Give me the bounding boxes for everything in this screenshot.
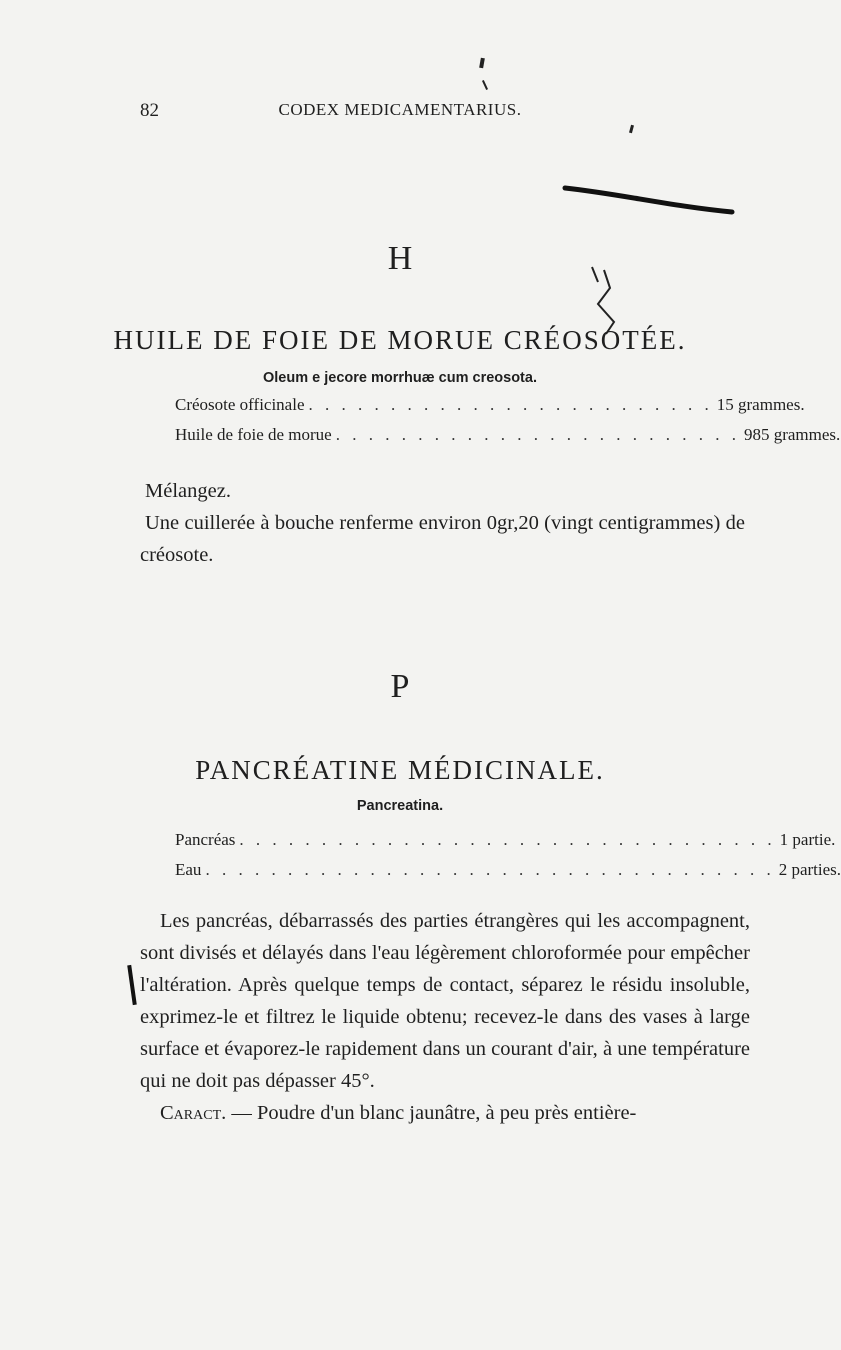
pen-stroke — [560, 180, 740, 220]
ink-mark — [479, 58, 485, 69]
ingredient-qty: 2 parties. — [778, 860, 841, 879]
paragraph-caracteres — [140, 1097, 750, 1129]
margin-pen-mark — [127, 965, 137, 1005]
dot-leader: . . . . . . . . . . . . . . . . . . . . . . . . . — [335, 425, 740, 444]
section-letter-p: P — [390, 668, 410, 705]
ingredients-list-h — [175, 395, 841, 455]
dot-leader: . . . . . . . . . . . . . . . . . . . . . . . . . — [308, 395, 713, 414]
paragraph-melangez: Mélangez. — [145, 480, 231, 502]
caract-text: — Poudre d'un blanc jaunâtre, à peu près entière- — [231, 1102, 637, 1124]
ingredient-row — [175, 860, 841, 890]
ingredient-name: Pancréas — [175, 830, 236, 849]
latin-name-p: Pancreatina. — [356, 798, 444, 814]
section-letter-h: H — [387, 240, 413, 277]
dot-leader: . . . . . . . . . . . . . . . . . . . . . . . . . . . . . . . . . — [239, 830, 776, 849]
ingredients-list-p — [175, 830, 841, 890]
instructions-p — [140, 905, 750, 1129]
dot-leader: . . . . . . . . . . . . . . . . . . . . . . . . . . . . . . . . . . . — [205, 860, 775, 879]
ingredient-row — [175, 425, 841, 455]
ingredient-name: Eau — [175, 860, 202, 879]
paragraph-preparation: Les pancréas, débarrassés des parties étrangères qui les accompagnent, sont divisés et délayés dans l'eau légèrement chloroformée pour empêcher l'altération. Après quelque temps de contact, séparez le résidu insoluble, exprimez-le et filtrez le liquide obtenu; recevez-le dans des vases à large surface et évaporez-le rapidement dans un courant d'air, à une température qui ne doit pas dépasser 45°. — [140, 910, 750, 1092]
ingredient-qty: 985 grammes. — [743, 425, 841, 444]
page-number: 82 — [140, 100, 159, 121]
ink-mark — [482, 80, 488, 90]
caract-label: Caract. — [160, 1102, 227, 1124]
latin-name-h: Oleum e jecore morrhuæ cum creosota. — [263, 370, 537, 386]
ingredient-qty: 1 partie. — [779, 830, 836, 849]
ingredient-row — [175, 395, 805, 425]
ingredient-name: Créosote officinale — [175, 395, 305, 414]
section-title-p: PANCRÉATINE MÉDICINALE. — [195, 755, 605, 785]
page-header — [0, 100, 800, 130]
instructions-h — [140, 475, 745, 571]
paragraph-dose: Une cuillerée à bouche renferme environ 0gr,20 (vingt centigrammes) de créosote. — [140, 512, 745, 566]
section-title-h: HUILE DE FOIE DE MORUE CRÉOSOTÉE. — [113, 325, 687, 355]
running-title: CODEX MEDICAMENTARIUS. — [278, 100, 522, 119]
ingredient-name: Huile de foie de morue — [175, 425, 332, 444]
ingredient-qty: 15 grammes. — [716, 395, 805, 414]
ingredient-row — [175, 830, 836, 860]
